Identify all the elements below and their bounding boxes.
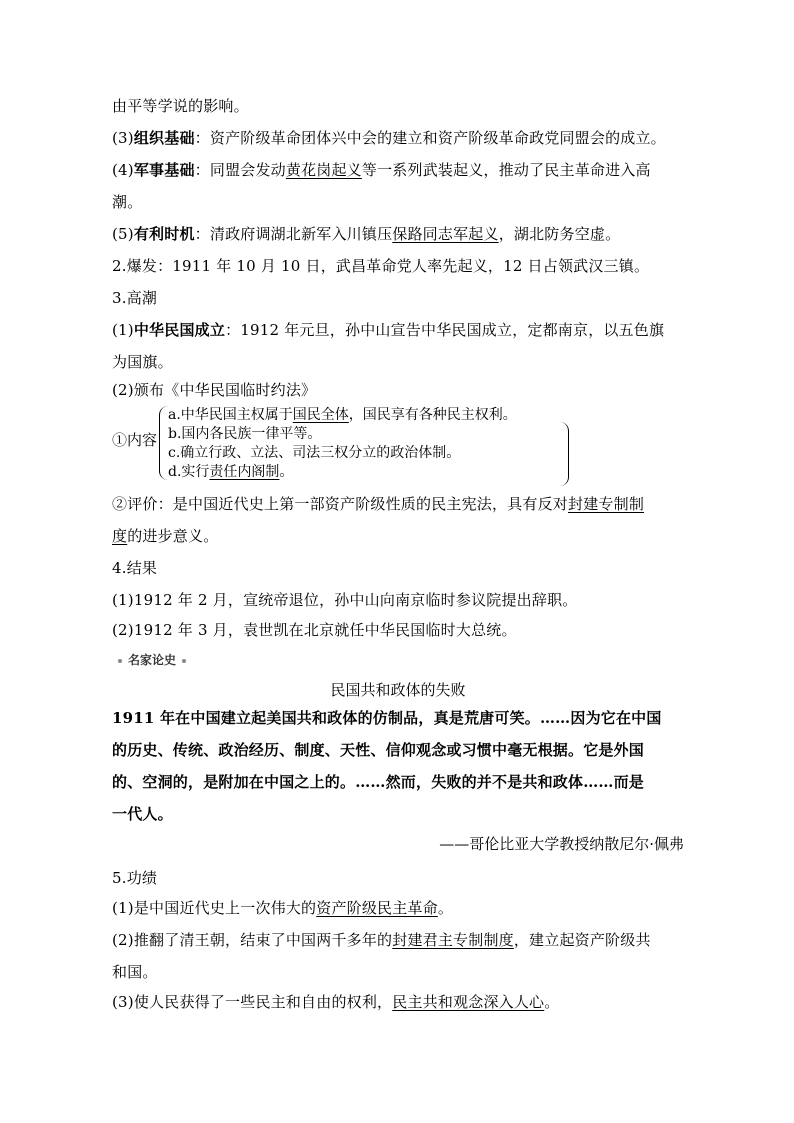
underlined-term: 黄花岗起义 (285, 161, 362, 179)
text-line: (1)1912 年 2 月，宣统帝退位，孙中山向南京临时参议院提出辞职。 (112, 591, 578, 609)
key-term: 中华民国成立 (133, 321, 226, 339)
underlined-term: 保路同志军起义 (392, 225, 499, 243)
text-line: 和国。 (112, 963, 158, 981)
sidebar-title: 民国共和政体的失败 (330, 681, 466, 699)
section-heading: 3.高潮 (112, 289, 158, 307)
text-line: (1)是中国近代史上一次伟大的资产阶级民主革命。 (112, 899, 454, 917)
underlined-term: 国民全体 (292, 407, 349, 423)
dot-icon (182, 659, 186, 663)
text-line: (2)1912 年 3 月，袁世凯在北京就任中华民国临时大总统。 (112, 621, 517, 639)
underlined-term: 责任内阁制 (209, 464, 280, 480)
text-line: (3)使人民获得了一些民主和自由的权利，民主共和观念深入人心。 (112, 993, 560, 1011)
key-term: 军事基础 (133, 161, 195, 179)
underlined-term: 封建君主专制制度 (392, 931, 514, 949)
quote-line: 一代人。 (112, 805, 173, 823)
left-brace (159, 406, 168, 480)
key-term: 有利时机 (133, 225, 195, 243)
text-line: (3)组织基础：资产阶级革命团体兴中会的建立和资产阶级革命政党同盟会的成立。 (112, 129, 666, 147)
content-bracket-list (112, 404, 572, 484)
underlined-term: 资产阶级民主革命 (316, 899, 438, 917)
text-line: 潮。 (112, 193, 143, 211)
text-line: (4)军事基础：同盟会发动黄花岗起义等一系列武装起义，推动了民主革命进入高 (112, 161, 651, 179)
quote-line: 的、空洞的，是附加在中国之上的。……然而，失败的并不是共和政体……而是 (112, 773, 645, 791)
underlined-term: 民主共和观念深入人心 (392, 993, 545, 1011)
quote-line: 的历史、传统、政治经历、制度、天性、信仰观念或习惯中毫无根据。它是外国 (112, 741, 645, 759)
section-heading: 4.结果 (112, 559, 158, 577)
text-line: 度的进步意义。 (112, 527, 219, 545)
content-item-c: c.确立行政、立法、司法三权分立的政治体制。 (168, 445, 461, 461)
text-line: 为国旗。 (112, 353, 173, 371)
text-line: ②评价：是中国近代史上第一部资产阶级性质的民主宪法，具有反对封建专制制 (112, 495, 645, 513)
underlined-term: 度 (112, 527, 128, 545)
text-line: (5)有利时机：清政府调湖北新军入川镇压保路同志军起义，湖北防务空虚。 (112, 225, 621, 243)
section-heading: 5.功绩 (112, 869, 158, 887)
text-line: 2.爆发：1911 年 10 月 10 日，武昌革命党人率先起义，12 日占领武汉三镇。 (112, 257, 650, 275)
text-line: 由平等学说的影响。 (112, 97, 249, 115)
text-line: (1)中华民国成立：1912 年元旦，孙中山宣告中华民国成立，定都南京，以五色旗 (112, 321, 665, 339)
key-term: 组织基础 (133, 129, 195, 147)
text-line: (2)推翻了清王朝，结束了中国两千多年的封建君主专制制度，建立起资产阶级共 (112, 931, 651, 949)
right-brace (560, 422, 569, 486)
content-item-d: d.实行责任内阁制。 (168, 464, 294, 480)
quote-attribution: ——哥伦比亚大学教授纳散尼尔·佩弗 (439, 835, 684, 853)
quote-line: 1911 年在中国建立起美国共和政体的仿制品，真是荒唐可笑。……因为它在中国 (112, 709, 662, 727)
underlined-term: 封建专制制 (568, 495, 645, 513)
sidebar-tag: 名家论史 (112, 652, 192, 668)
text-line: (2)颁布《中华民国临时约法》 (112, 381, 317, 399)
content-item-a: a.中华民国主权属于国民全体，国民享有各种民主权利。 (168, 407, 517, 423)
content-label: ①内容 (112, 431, 158, 449)
content-item-b: b.国内各民族一律平等。 (168, 426, 322, 442)
dot-icon (118, 659, 122, 663)
